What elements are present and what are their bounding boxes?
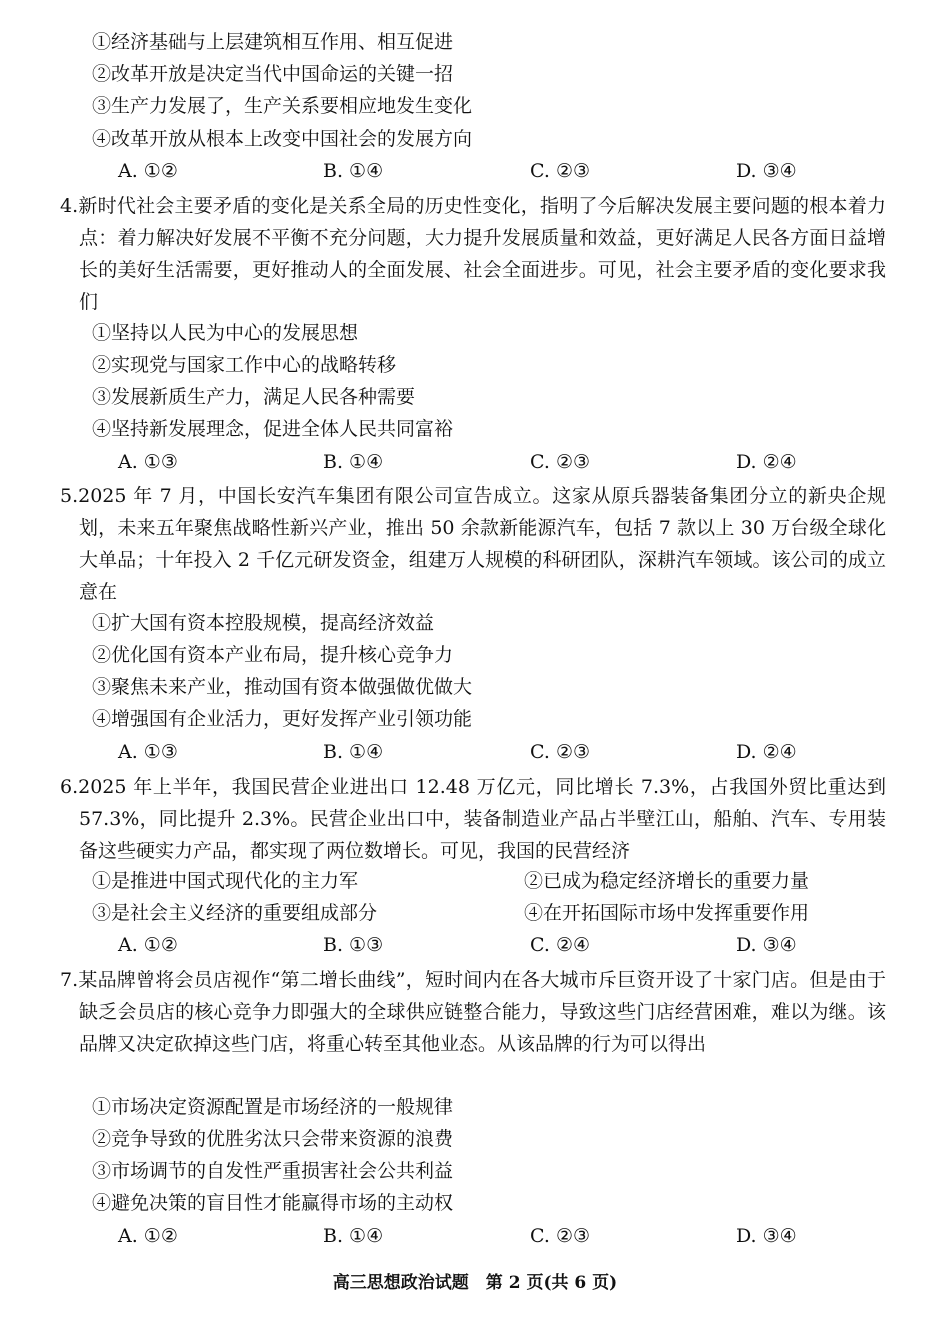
q3-options — [118, 157, 818, 185]
q4-option-a[interactable]: A. ①③ — [118, 451, 178, 473]
q7-stem-text: 7.某品牌曾将会员店视作“第二增长曲线”，短时间内在各大城市斥巨资开设了十家门店。但是由于缺乏会员店的核心竞争力即强大的全球供应链整合能力，导致这些门店经营困难，难以为继。该品牌又决定砍掉这些门店，将重心转至其他业态。从该品牌的行为可以得出 — [60, 969, 886, 1055]
q5-option-b[interactable]: B. ①④ — [323, 741, 384, 763]
q4-statement-4: ④坚持新发展理念，促进全体人民共同富裕 — [92, 418, 454, 440]
q4-option-b[interactable]: B. ①④ — [323, 451, 384, 473]
q3-statement-3: ③生产力发展了，生产关系要相应地发生变化 — [92, 95, 473, 117]
q7-statement-2: ②竞争导致的优胜劣汰只会带来资源的浪费 — [92, 1128, 454, 1150]
q5-stem-text: 5.2025 年 7 月，中国长安汽车集团有限公司宣告成立。这家从原兵器装备集团分立的新央企规划，未来五年聚焦战略性新兴产业，推出 50 余款新能源汽车，包括 7 款以上 30 万台级全球化大单品；十年投入 2 千亿元研发资金，组建万人规模的科研团队，深耕汽车领域。该公司的成立意在 — [60, 485, 886, 603]
q4-statement-1: ①坚持以人民为中心的发展思想 — [92, 322, 359, 344]
q6-options — [118, 931, 818, 959]
q6-stem — [60, 771, 886, 867]
q6-statement-4: ④在开拓国际市场中发挥重要作用 — [524, 902, 810, 924]
q6-statement-2: ②已成为稳定经济增长的重要力量 — [524, 870, 810, 892]
q4-option-c[interactable]: C. ②③ — [530, 451, 591, 473]
page-footer: 高三思想政治试题 第 2 页(共 6 页) — [332, 1273, 618, 1293]
q6-option-a[interactable]: A. ①② — [118, 934, 178, 956]
q4-options — [118, 448, 818, 476]
q5-stem — [60, 480, 886, 608]
q5-option-c[interactable]: C. ②③ — [530, 741, 591, 763]
q7-option-a[interactable]: A. ①② — [118, 1225, 178, 1247]
q4-stem — [60, 190, 886, 318]
q5-options — [118, 738, 818, 766]
q5-statement-4: ④增强国有企业活力，更好发挥产业引领功能 — [92, 708, 473, 730]
q6-statement-1: ①是推进中国式现代化的主力军 — [92, 870, 359, 892]
q5-statement-1: ①扩大国有资本控股规模，提高经济效益 — [92, 612, 435, 634]
q4-statement-3: ③发展新质生产力，满足人民各种需要 — [92, 386, 416, 408]
q5-statement-2: ②优化国有资本产业布局，提升核心竞争力 — [92, 644, 454, 666]
q7-option-d[interactable]: D. ③④ — [736, 1225, 797, 1247]
q5-option-d[interactable]: D. ②④ — [736, 741, 797, 763]
q7-statement-1: ①市场决定资源配置是市场经济的一般规律 — [92, 1096, 454, 1118]
q6-statement-row-1 — [92, 867, 882, 895]
q3-option-d[interactable]: D. ③④ — [736, 160, 797, 182]
q3-option-a[interactable]: A. ①② — [118, 160, 178, 182]
q6-statement-3: ③是社会主义经济的重要组成部分 — [92, 902, 378, 924]
q7-stem — [60, 964, 886, 1060]
q7-option-b[interactable]: B. ①④ — [323, 1225, 384, 1247]
q5-option-a[interactable]: A. ①③ — [118, 741, 178, 763]
q7-statement-3: ③市场调节的自发性严重损害社会公共利益 — [92, 1160, 454, 1182]
q6-option-b[interactable]: B. ①③ — [323, 934, 384, 956]
q3-option-c[interactable]: C. ②③ — [530, 160, 591, 182]
q3-statement-2: ②改革开放是决定当代中国命运的关键一招 — [92, 63, 454, 85]
q7-option-c[interactable]: C. ②③ — [530, 1225, 591, 1247]
q6-statement-row-2 — [92, 899, 882, 927]
q7-options — [118, 1222, 818, 1250]
q4-option-d[interactable]: D. ②④ — [736, 451, 797, 473]
q3-option-b[interactable]: B. ①④ — [323, 160, 384, 182]
q4-stem-text: 4.新时代社会主要矛盾的变化是关系全局的历史性变化，指明了今后解决发展主要问题的根本着力点：着力解决好发展不平衡不充分问题，大力提升发展质量和效益，更好满足人民各方面日益增长的美好生活需要，更好推动人的全面发展、社会全面进步。可见，社会主要矛盾的变化要求我们 — [60, 195, 886, 313]
q5-statement-3: ③聚焦未来产业，推动国有资本做强做优做大 — [92, 676, 473, 698]
q6-stem-text: 6.2025 年上半年，我国民营企业进出口 12.48 万亿元，同比增长 7.3%，占我国外贸比重达到 57.3%，同比提升 2.3%。民营企业出口中，装备制造业产品占半壁江山，船舶、汽车、专用装备这些硬实力产品，都实现了两位数增长。可见，我国的民营经济 — [60, 776, 886, 862]
q6-option-c[interactable]: C. ②④ — [530, 934, 591, 956]
q6-option-d[interactable]: D. ③④ — [736, 934, 797, 956]
q3-statement-1: ①经济基础与上层建筑相互作用、相互促进 — [92, 31, 454, 53]
q4-statement-2: ②实现党与国家工作中心的战略转移 — [92, 354, 397, 376]
q3-statement-4: ④改革开放从根本上改变中国社会的发展方向 — [92, 128, 473, 150]
q7-statement-4: ④避免决策的盲目性才能赢得市场的主动权 — [92, 1192, 454, 1214]
